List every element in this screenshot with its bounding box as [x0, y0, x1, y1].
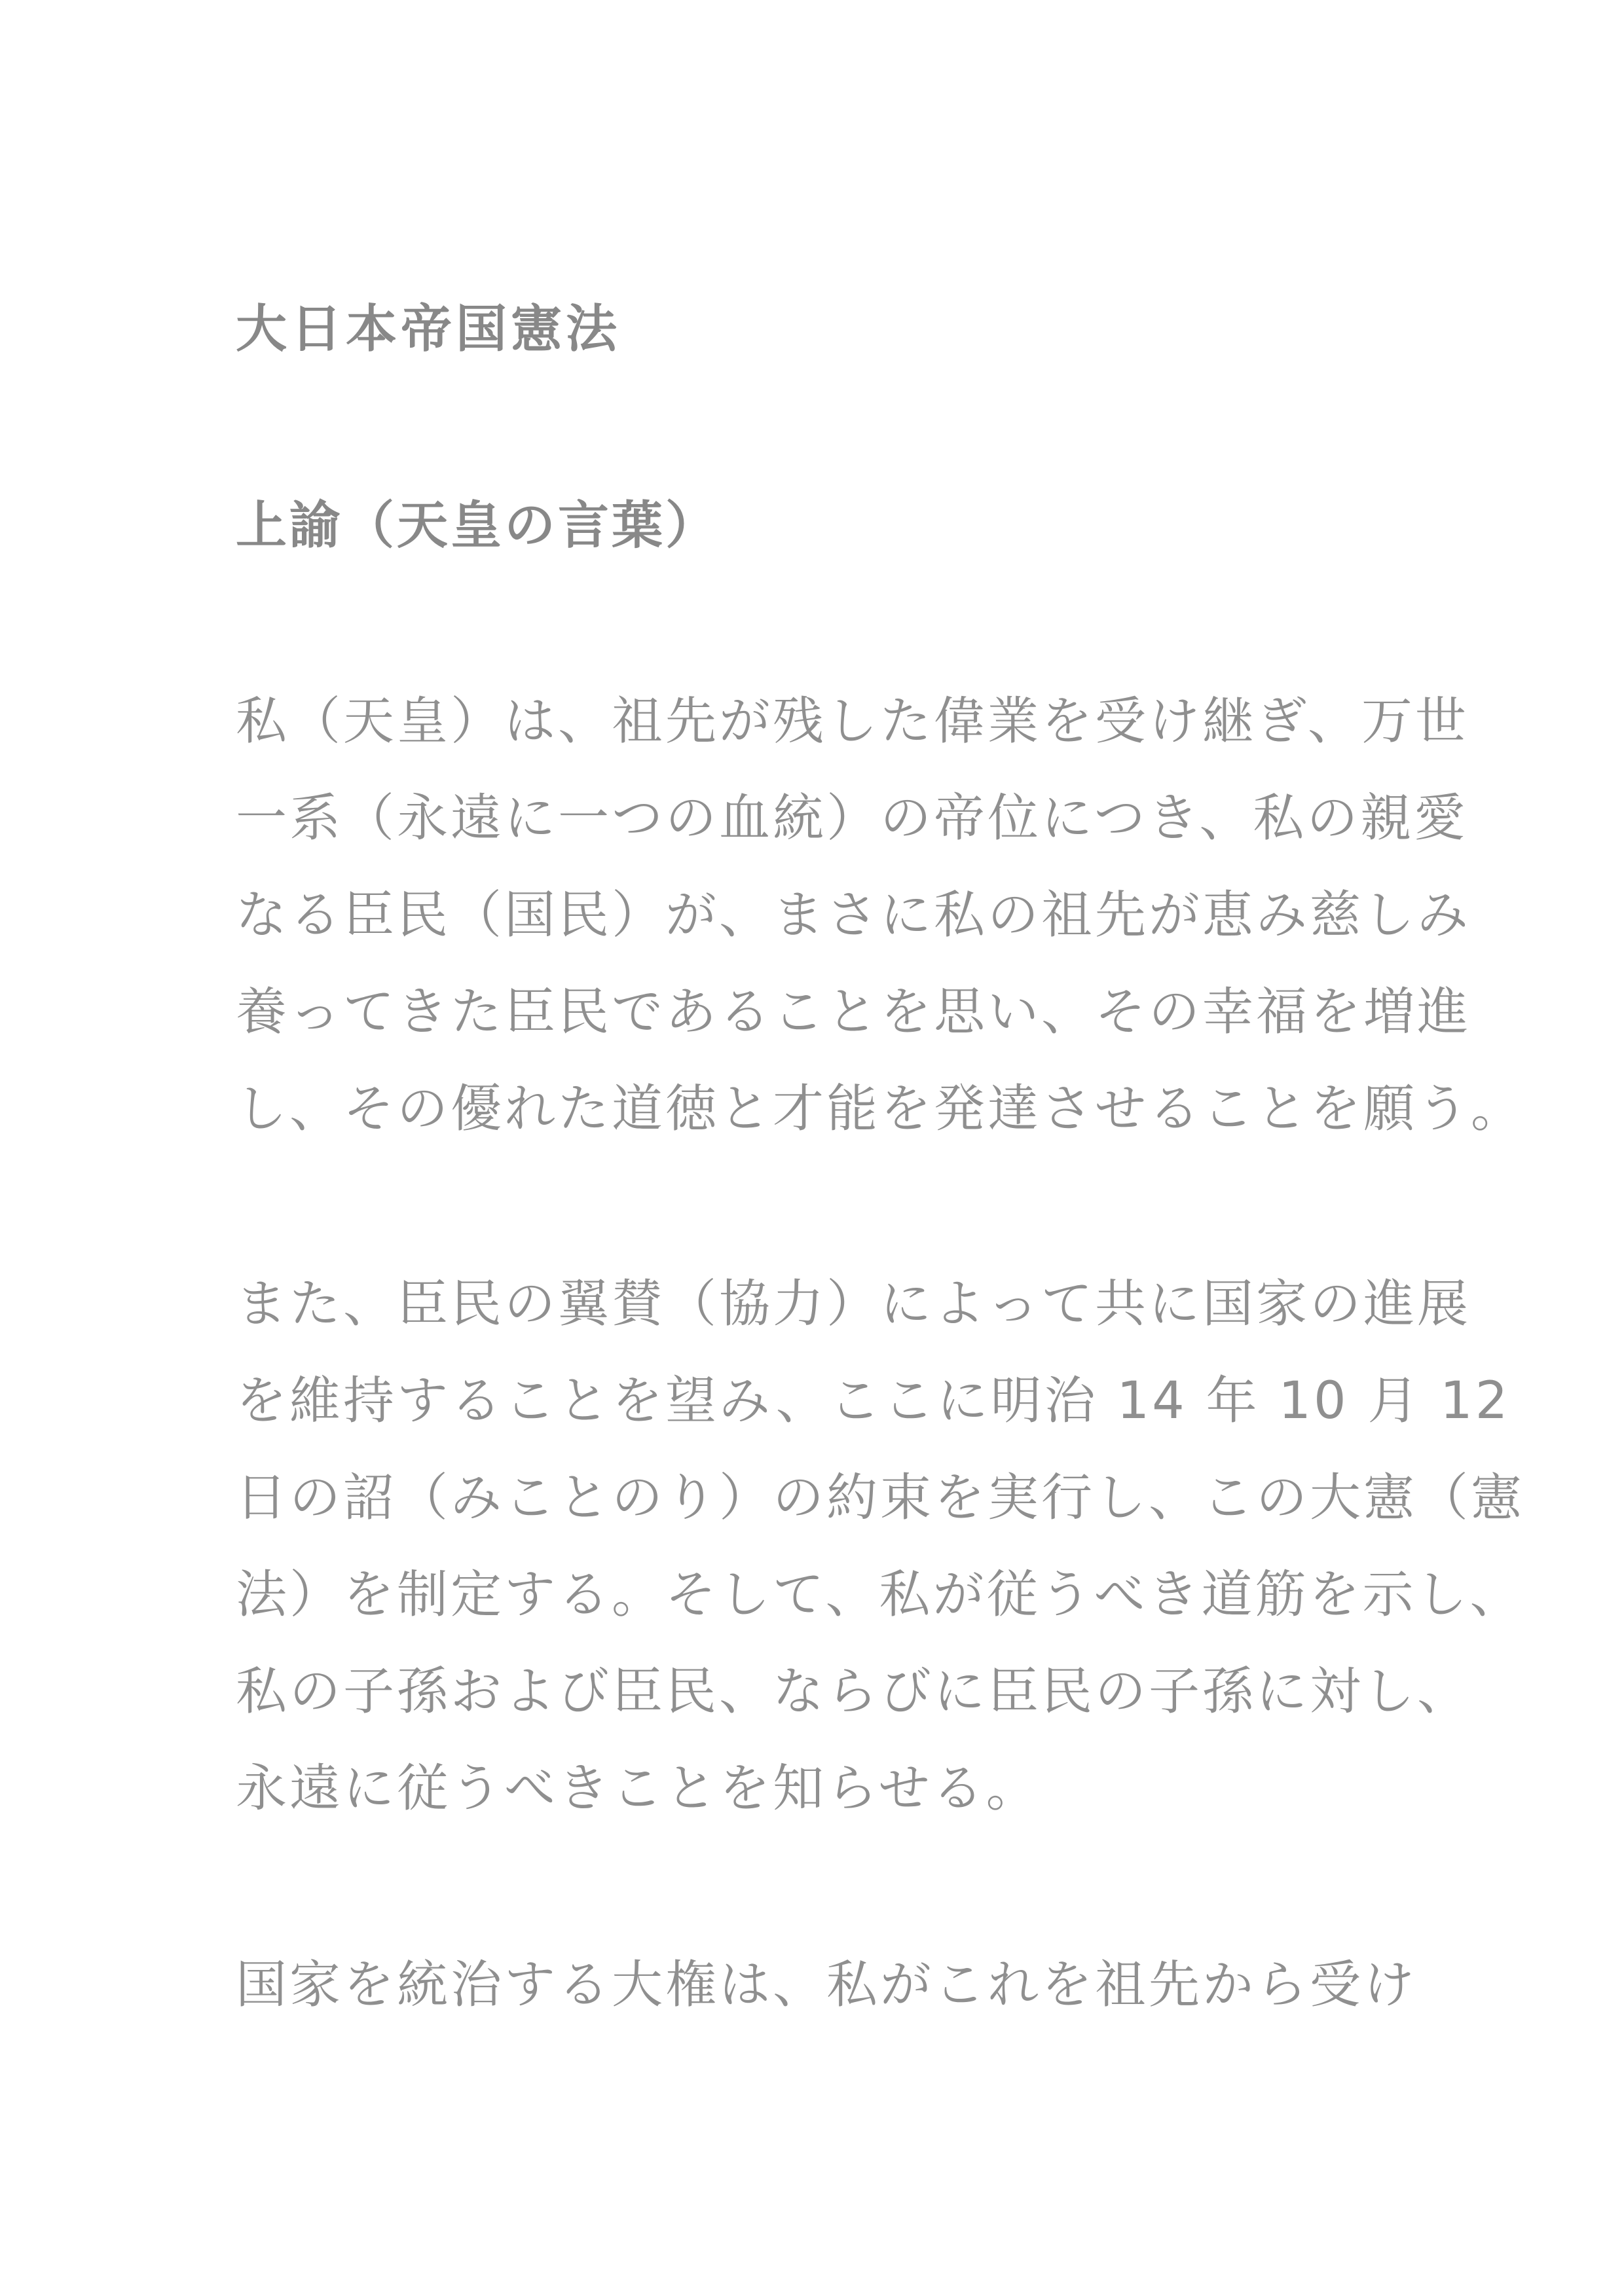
paragraph-line: 法）を制定する。そして、私が従うべき道筋を示し、	[236, 1565, 1524, 1624]
paragraph-3	[236, 1937, 1418, 2033]
paragraph-line: 私の子孫および臣民、ならびに臣民の子孫に対し、	[236, 1662, 1471, 1721]
paragraph-1	[236, 673, 1525, 1157]
paragraph-line: 永遠に従うべきことを知らせる。	[236, 1759, 1040, 1818]
paragraph-line: なる臣民（国民）が、まさに私の祖先が恵み慈しみ	[236, 886, 1471, 945]
paragraph-line: 私（天皇）は、祖先が残した偉業を受け継ぎ、万世	[236, 692, 1469, 751]
paragraph-line: また、臣民の翼賛（協力）によって共に国家の進展	[236, 1275, 1471, 1334]
paragraph-line: 養ってきた臣民であることを思い、その幸福を増進	[236, 983, 1471, 1042]
paragraph-2	[236, 1256, 1525, 1837]
paragraph-line: 日の詔（みことのり）の約束を実行し、この大憲（憲	[236, 1468, 1525, 1527]
section-heading: 上諭（天皇の言葉）	[236, 496, 720, 555]
paragraph-line: 国家を統治する大権は、私がこれを祖先から受け	[236, 1956, 1418, 2014]
paragraph-line: 一系（永遠に一つの血統）の帝位につき、私の親愛	[236, 789, 1468, 848]
document-title: 大日本帝国憲法	[236, 300, 621, 359]
paragraph-line: を維持することを望み、ここに明治 14 年 10 月 12	[236, 1372, 1511, 1430]
paragraph-line: し、その優れた道徳と才能を発達させることを願う。	[236, 1080, 1525, 1139]
